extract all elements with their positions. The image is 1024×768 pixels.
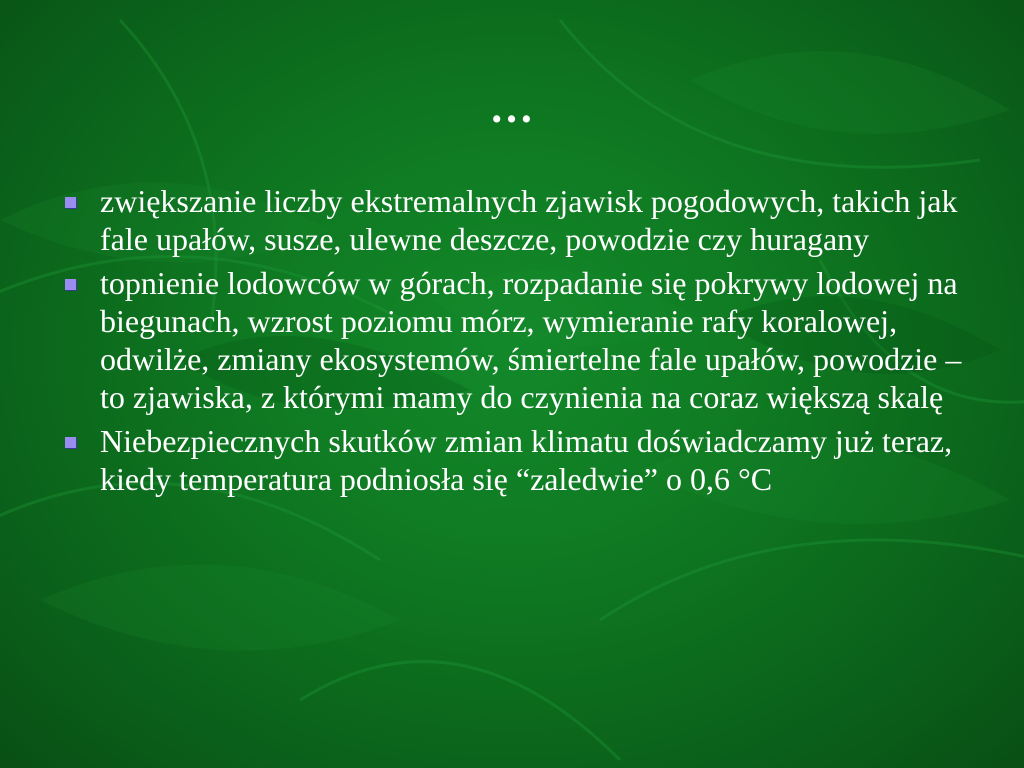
bullet-text: Niebezpiecznych skutków zmian klimatu doświadczamy już teraz, kiedy temperatura podniosła się “zaledwie” o 0,6 °C [100, 423, 953, 497]
bullet-list [62, 182, 972, 504]
bullet-text: zwiększanie liczby ekstremalnych zjawisk pogodowych, takich jak fale upałów, susze, ulewne deszcze, powodzie czy huragany [100, 183, 958, 257]
slide-title: … [489, 83, 535, 132]
bullet-item-3 [62, 422, 972, 498]
square-bullet-icon [65, 197, 76, 208]
bullet-item-1 [62, 182, 972, 258]
square-bullet-icon [65, 279, 76, 290]
square-bullet-icon [65, 437, 76, 448]
bullet-item-2 [62, 264, 972, 416]
bullet-text: topnienie lodowców w górach, rozpadanie się pokrywy lodowej na biegunach, wzrost poziomu mórz, wymieranie rafy koralowej, odwilże, zmiany ekosystemów, śmiertelne fale upałów, powodzie – to zjawiska, z którymi mamy do czynienia na coraz większą skalę [100, 265, 962, 415]
